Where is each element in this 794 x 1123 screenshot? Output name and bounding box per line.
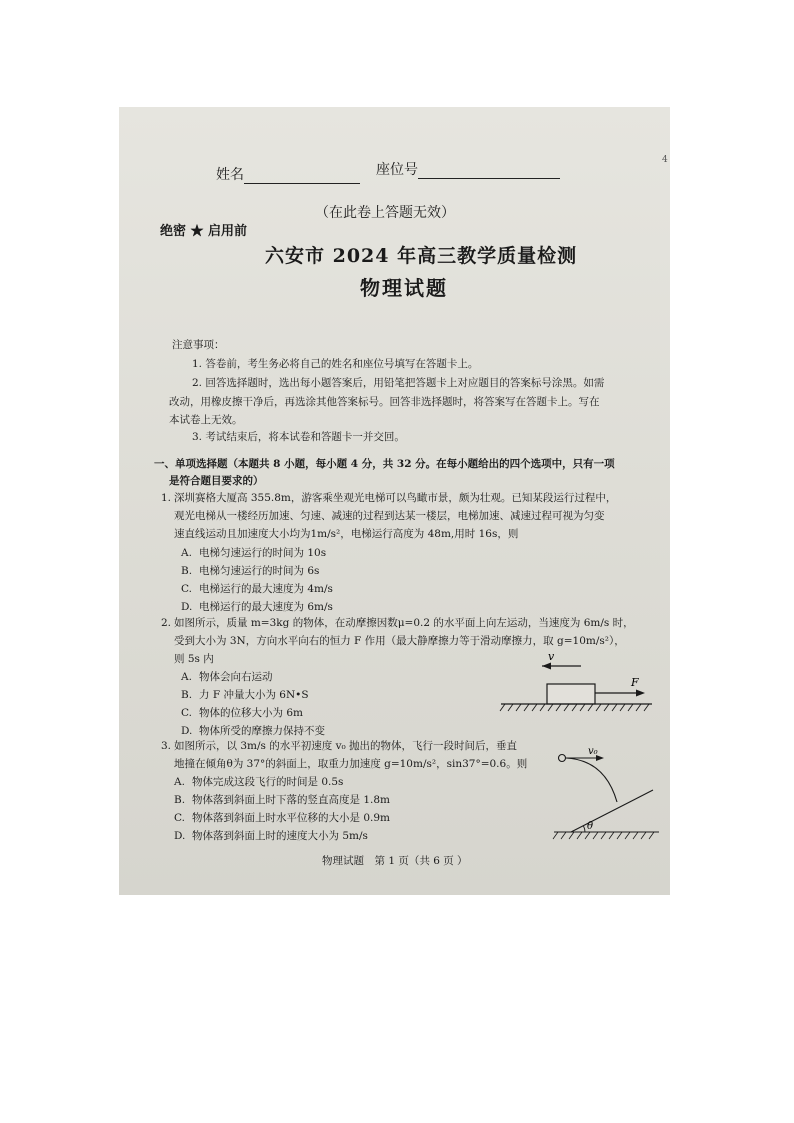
name-field bbox=[216, 164, 360, 184]
invalid-note: （在此卷上答题无效） bbox=[315, 205, 455, 221]
q1-number: 1. bbox=[161, 492, 172, 504]
q1-stem-1: 深圳赛格大厦高 355.8m，游客乘坐观光电梯可以鸟瞰市景，颇为壮观。已知某段运行过程中， bbox=[174, 492, 617, 504]
q2-number: 2. bbox=[161, 617, 172, 629]
option-text: 电梯匀速运行的时间为 6s bbox=[199, 565, 320, 577]
q2-option-c bbox=[181, 705, 303, 723]
option-text: 物体落到斜面上时的速度大小为 5m/s bbox=[192, 830, 368, 842]
option-label: C. bbox=[181, 707, 192, 719]
q1-option-c bbox=[181, 581, 333, 599]
q3-stem-2: 地撞在倾角θ为 37°的斜面上，取重力加速度 g=10m/s²，sin37°=0.6。则 bbox=[174, 758, 528, 770]
edge-mark: 4 bbox=[662, 155, 668, 165]
option-label: A. bbox=[181, 671, 192, 683]
option-label: A. bbox=[181, 547, 192, 559]
force-label: F bbox=[631, 676, 639, 689]
ground-hatching bbox=[553, 832, 654, 839]
option-text: 电梯运行的最大速度为 6m/s bbox=[199, 601, 333, 613]
q2-stem-2: 受到大小为 3N，方向水平向右的恒力 F 作用（最大静摩擦力等于滑动摩擦力，取 g=10m/s²）， bbox=[174, 635, 625, 647]
section1-line-1: 一、单项选择题（本题共 8 小题，每小题 4 分，共 32 分。在每小题给出的四个选项中，只有一项 bbox=[154, 458, 615, 470]
q1-option-b bbox=[181, 563, 319, 581]
option-text: 物体落到斜面上时下落的竖直高度是 1.8m bbox=[192, 794, 390, 806]
exam-page-photo bbox=[119, 107, 670, 895]
q3-number: 3. bbox=[161, 740, 172, 752]
notes-item-3: 3. 考试结束后，将本试卷和答题卡一并交回。 bbox=[192, 431, 405, 443]
section1-line-2: 是符合题目要求的） bbox=[169, 475, 264, 487]
option-text: 物体会向右运动 bbox=[199, 671, 273, 683]
exam-title: 六安市 2024 年高三教学质量检测 bbox=[265, 245, 578, 267]
notes-item-2-line-3: 本试卷上无效。 bbox=[169, 414, 243, 426]
force-arrow-head bbox=[636, 690, 645, 697]
option-text: 物体完成这段飞行的时间是 0.5s bbox=[192, 776, 344, 788]
seat-label: 座位号 bbox=[376, 162, 418, 178]
q1-stem-2: 观光电梯从一楼经历加速、匀速、减速的过程到达某一楼层，电梯加速、减速过程可视为匀变 bbox=[174, 510, 605, 522]
q1-option-d bbox=[181, 599, 333, 617]
name-blank bbox=[244, 169, 360, 184]
option-label: B. bbox=[174, 794, 186, 806]
q2-stem-1: 如图所示，质量 m=3kg 的物体，在动摩擦因数μ=0.2 的水平面上向左运动，当速度为 6m/s 时， bbox=[174, 617, 634, 629]
incline-line bbox=[571, 790, 653, 832]
block bbox=[547, 684, 595, 704]
option-label: B. bbox=[181, 689, 193, 701]
option-label: C. bbox=[181, 583, 192, 595]
q3-stem-1: 如图所示，以 3m/s 的水平初速度 v₀ 抛出的物体，飞行一段时间后，垂直 bbox=[174, 740, 518, 752]
option-text: 物体落到斜面上时水平位移的大小是 0.9m bbox=[192, 812, 390, 824]
name-label: 姓名 bbox=[216, 167, 244, 183]
angle-arc bbox=[584, 826, 586, 832]
velocity-arrow-head bbox=[542, 663, 551, 670]
notes-item-1: 1. 答卷前，考生务必将自己的姓名和座位号填写在答题卡上。 bbox=[192, 358, 479, 370]
seat-field bbox=[376, 159, 560, 179]
q3-line-1 bbox=[161, 738, 517, 756]
q3-option-d bbox=[174, 828, 368, 846]
page-footer: 物理试题 第 1 页（共 6 页 ） bbox=[322, 855, 468, 867]
projectile-ball bbox=[559, 755, 566, 762]
notes-item-2-line-1: 2. 回答选择题时，选出每小题答案后，用铅笔把答题卡上对应题目的答案标号涂黑。如需 bbox=[192, 377, 605, 389]
option-label: A. bbox=[174, 776, 185, 788]
option-label: D. bbox=[181, 725, 193, 737]
q3-figure bbox=[549, 744, 661, 844]
seat-blank bbox=[418, 164, 560, 179]
q1-option-a bbox=[181, 545, 326, 563]
angle-label: θ bbox=[587, 821, 594, 832]
initial-velocity-label: v₀ bbox=[588, 746, 598, 757]
option-text: 物体所受的摩擦力保持不变 bbox=[199, 725, 325, 737]
option-label: C. bbox=[174, 812, 185, 824]
q2-option-b bbox=[181, 687, 309, 705]
option-label: B. bbox=[181, 565, 193, 577]
q3-option-c bbox=[174, 810, 390, 828]
option-text: 电梯匀速运行的时间为 10s bbox=[199, 547, 327, 559]
notes-item-2-line-2: 改动，用橡皮擦干净后，再选涂其他答案标号。回答非选择题时，将答案写在答题卡上。写在 bbox=[169, 396, 600, 408]
ground-hatching bbox=[500, 704, 649, 711]
secret-label: 绝密 ★ 启用前 bbox=[160, 224, 248, 239]
q2-figure bbox=[499, 650, 654, 718]
option-text: 力 F 冲量大小为 6N•S bbox=[199, 689, 309, 701]
q1-stem-3: 速直线运动且加速度大小均为1m/s²，电梯运行高度为 48m,用时 16s，则 bbox=[174, 528, 519, 540]
option-text: 物体的位移大小为 6m bbox=[199, 707, 303, 719]
q2-line-1 bbox=[161, 615, 634, 633]
q2-stem-3: 则 5s 内 bbox=[174, 653, 214, 665]
notes-heading: 注意事项： bbox=[172, 339, 225, 351]
q3-option-b bbox=[174, 792, 390, 810]
velocity-label: v bbox=[548, 650, 555, 663]
q3-option-a bbox=[174, 774, 343, 792]
trajectory bbox=[566, 758, 617, 802]
option-text: 电梯运行的最大速度为 4m/s bbox=[199, 583, 333, 595]
option-label: D. bbox=[174, 830, 186, 842]
option-label: D. bbox=[181, 601, 193, 613]
q2-option-a bbox=[181, 669, 273, 687]
q1-line-1 bbox=[161, 490, 616, 508]
subject-title: 物理试题 bbox=[360, 276, 448, 300]
